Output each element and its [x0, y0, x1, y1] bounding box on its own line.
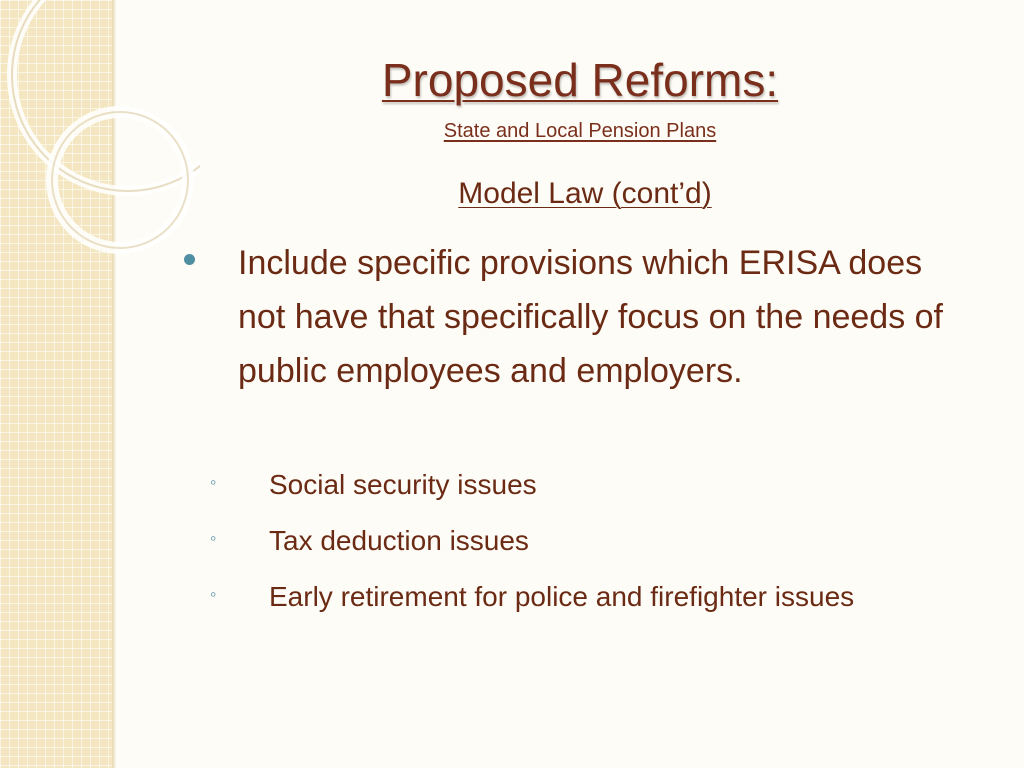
slide-subtitle: State and Local Pension Plans [443, 120, 717, 142]
hollow-circle-bullet-icon: ◦ [210, 528, 217, 548]
circle-rings-decoration [0, 0, 200, 260]
hollow-circle-bullet-icon: ◦ [210, 584, 217, 604]
section-heading: Model Law (cont’d) [458, 177, 712, 210]
sub-bullet-text: Social security issues [269, 469, 537, 500]
sub-bullet-text: Tax deduction issues [269, 525, 529, 556]
hollow-circle-bullet-icon: ◦ [210, 472, 217, 492]
bullet-text: Include specific provisions which ERISA does not have that specifically focus on the needs of public employees and employers. [238, 244, 944, 390]
sub-bullet-text: Early retirement for police and firefighter issues [269, 581, 855, 612]
bullet-dot-icon [184, 254, 195, 265]
slide-title: Proposed Reforms: [381, 54, 779, 106]
